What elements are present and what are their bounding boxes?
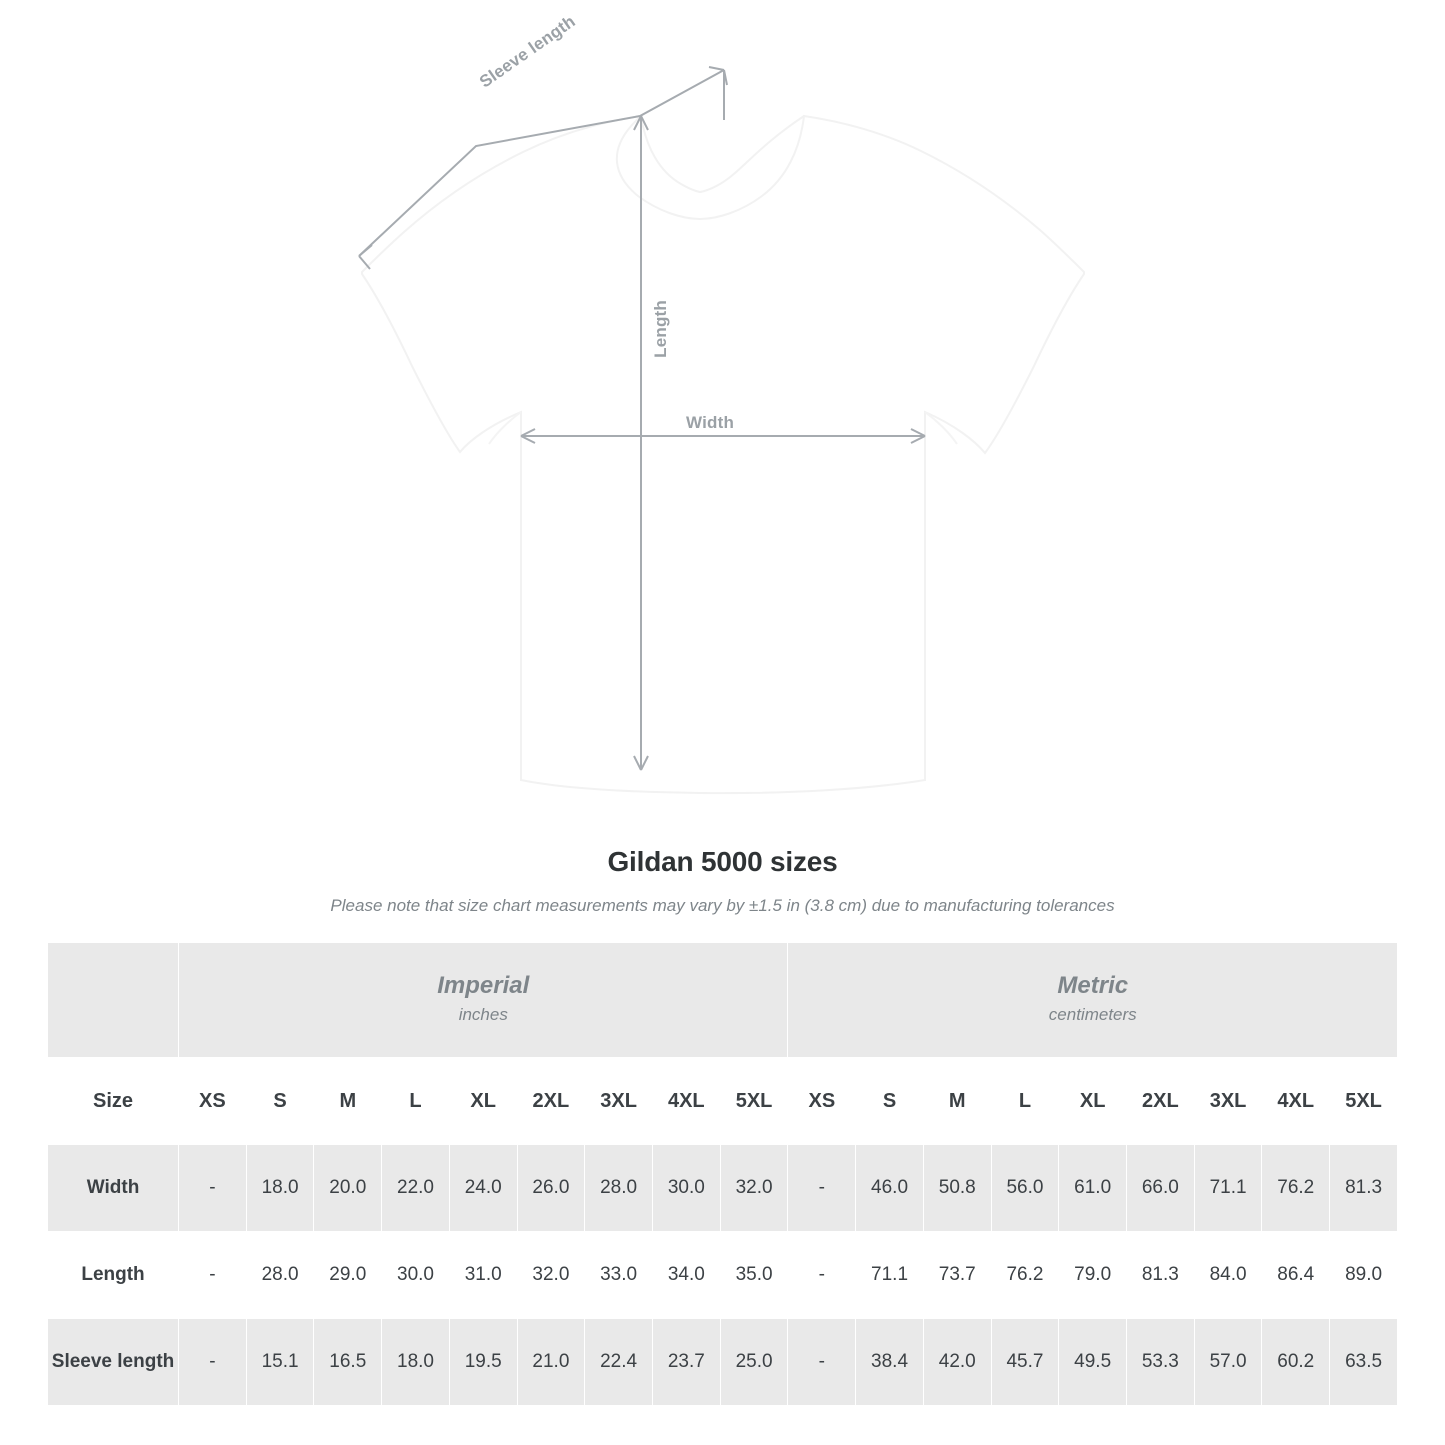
- cell-sleeve-metric-xl: 49.5: [1059, 1319, 1127, 1406]
- cell-sleeve-imperial-m: 16.5: [314, 1319, 382, 1406]
- cell-sleeve-imperial-xs: -: [179, 1319, 247, 1406]
- cell-length-imperial-xl: 31.0: [449, 1232, 517, 1319]
- cell-width-imperial-5xl: 32.0: [720, 1145, 788, 1232]
- cell-width-imperial-xl: 24.0: [449, 1145, 517, 1232]
- cell-length-metric-3xl: 84.0: [1194, 1232, 1262, 1319]
- cell-width-metric-xs: -: [788, 1145, 856, 1232]
- column-header-imperial-4xl: 4XL: [652, 1058, 720, 1145]
- unit-header-imperial: [179, 943, 788, 1058]
- table-row: [48, 1058, 1398, 1145]
- cell-sleeve-imperial-3xl: 22.4: [585, 1319, 653, 1406]
- cell-width-metric-l: 56.0: [991, 1145, 1059, 1232]
- unit-header-blank: [48, 943, 179, 1058]
- cell-length-metric-s: 71.1: [856, 1232, 924, 1319]
- column-header-metric-4xl: 4XL: [1262, 1058, 1330, 1145]
- cell-sleeve-metric-m: 42.0: [923, 1319, 991, 1406]
- cell-length-imperial-5xl: 35.0: [720, 1232, 788, 1319]
- unit-header-metric-name: Metric: [1057, 972, 1129, 1000]
- unit-header-imperial-sub: inches: [458, 1005, 508, 1025]
- tolerance-note: Please note that size chart measurements may vary by ±1.5 in (3.8 cm) due to manufacturing tolerances: [330, 896, 1115, 915]
- column-header-metric-s: S: [856, 1058, 924, 1145]
- cell-sleeve-imperial-l: 18.0: [382, 1319, 450, 1406]
- cell-sleeve-imperial-s: 15.1: [246, 1319, 314, 1406]
- page-title: Gildan 5000 sizes: [607, 846, 838, 877]
- column-header-metric-5xl: 5XL: [1330, 1058, 1398, 1145]
- cell-width-imperial-2xl: 26.0: [517, 1145, 585, 1232]
- unit-header-row: [48, 943, 1398, 1058]
- unit-header-metric-sub: centimeters: [1048, 1005, 1137, 1025]
- column-header-metric-m: M: [923, 1058, 991, 1145]
- cell-length-imperial-l: 30.0: [382, 1232, 450, 1319]
- cell-sleeve-imperial-5xl: 25.0: [720, 1319, 788, 1406]
- column-header-size: Size: [48, 1058, 179, 1145]
- cell-length-metric-5xl: 89.0: [1330, 1232, 1398, 1319]
- column-header-metric-l: L: [991, 1058, 1059, 1145]
- cell-width-metric-s: 46.0: [856, 1145, 924, 1232]
- column-header-imperial-xl: XL: [449, 1058, 517, 1145]
- column-header-imperial-3xl: 3XL: [585, 1058, 653, 1145]
- cell-width-imperial-l: 22.0: [382, 1145, 450, 1232]
- cell-length-imperial-s: 28.0: [246, 1232, 314, 1319]
- cell-sleeve-metric-5xl: 63.5: [1330, 1319, 1398, 1406]
- cell-width-metric-5xl: 81.3: [1330, 1145, 1398, 1232]
- cell-width-metric-2xl: 66.0: [1127, 1145, 1195, 1232]
- column-header-imperial-5xl: 5XL: [720, 1058, 788, 1145]
- cell-sleeve-imperial-2xl: 21.0: [517, 1319, 585, 1406]
- sleeve-length-dimension-label: Sleeve length: [476, 11, 579, 92]
- cell-sleeve-metric-l: 45.7: [991, 1319, 1059, 1406]
- column-header-imperial-l: L: [382, 1058, 450, 1145]
- cell-width-metric-xl: 61.0: [1059, 1145, 1127, 1232]
- row-label-length: Length: [48, 1232, 179, 1319]
- title-block: [0, 846, 1445, 916]
- column-header-imperial-2xl: 2XL: [517, 1058, 585, 1145]
- cell-sleeve-imperial-xl: 19.5: [449, 1319, 517, 1406]
- cell-sleeve-imperial-4xl: 23.7: [652, 1319, 720, 1406]
- cell-length-metric-xl: 79.0: [1059, 1232, 1127, 1319]
- unit-header-imperial-name: Imperial: [437, 972, 530, 1000]
- cell-width-metric-m: 50.8: [923, 1145, 991, 1232]
- cell-width-imperial-xs: -: [179, 1145, 247, 1232]
- cell-sleeve-metric-4xl: 60.2: [1262, 1319, 1330, 1406]
- table-row: [48, 1145, 1398, 1232]
- cell-length-metric-xs: -: [788, 1232, 856, 1319]
- unit-header-metric: [788, 943, 1398, 1058]
- cell-sleeve-metric-3xl: 57.0: [1194, 1319, 1262, 1406]
- column-header-imperial-xs: XS: [179, 1058, 247, 1145]
- table-row: [48, 1319, 1398, 1406]
- cell-width-imperial-m: 20.0: [314, 1145, 382, 1232]
- length-dimension-label: Length: [651, 300, 670, 358]
- cell-length-metric-l: 76.2: [991, 1232, 1059, 1319]
- cell-width-metric-3xl: 71.1: [1194, 1145, 1262, 1232]
- row-label-width: Width: [48, 1145, 179, 1232]
- width-dimension-label: Width: [681, 413, 739, 433]
- cell-length-imperial-2xl: 32.0: [517, 1232, 585, 1319]
- column-header-metric-xs: XS: [788, 1058, 856, 1145]
- column-header-metric-2xl: 2XL: [1127, 1058, 1195, 1145]
- cell-sleeve-metric-xs: -: [788, 1319, 856, 1406]
- cell-length-metric-4xl: 86.4: [1262, 1232, 1330, 1319]
- size-table-wrapper: [47, 942, 1398, 1406]
- cell-sleeve-metric-s: 38.4: [856, 1319, 924, 1406]
- row-label-sleeve-length: Sleeve length: [48, 1319, 179, 1406]
- cell-width-imperial-s: 18.0: [246, 1145, 314, 1232]
- cell-sleeve-metric-2xl: 53.3: [1127, 1319, 1195, 1406]
- column-header-imperial-m: M: [314, 1058, 382, 1145]
- cell-length-imperial-4xl: 34.0: [652, 1232, 720, 1319]
- size-table: [47, 942, 1398, 1406]
- cell-length-imperial-3xl: 33.0: [585, 1232, 653, 1319]
- column-header-imperial-s: S: [246, 1058, 314, 1145]
- cell-length-metric-2xl: 81.3: [1127, 1232, 1195, 1319]
- cell-width-imperial-3xl: 28.0: [585, 1145, 653, 1232]
- cell-width-imperial-4xl: 30.0: [652, 1145, 720, 1232]
- cell-length-imperial-m: 29.0: [314, 1232, 382, 1319]
- cell-length-metric-m: 73.7: [923, 1232, 991, 1319]
- table-row: [48, 1232, 1398, 1319]
- cell-length-imperial-xs: -: [179, 1232, 247, 1319]
- column-header-metric-3xl: 3XL: [1194, 1058, 1262, 1145]
- column-header-metric-xl: XL: [1059, 1058, 1127, 1145]
- cell-width-metric-4xl: 76.2: [1262, 1145, 1330, 1232]
